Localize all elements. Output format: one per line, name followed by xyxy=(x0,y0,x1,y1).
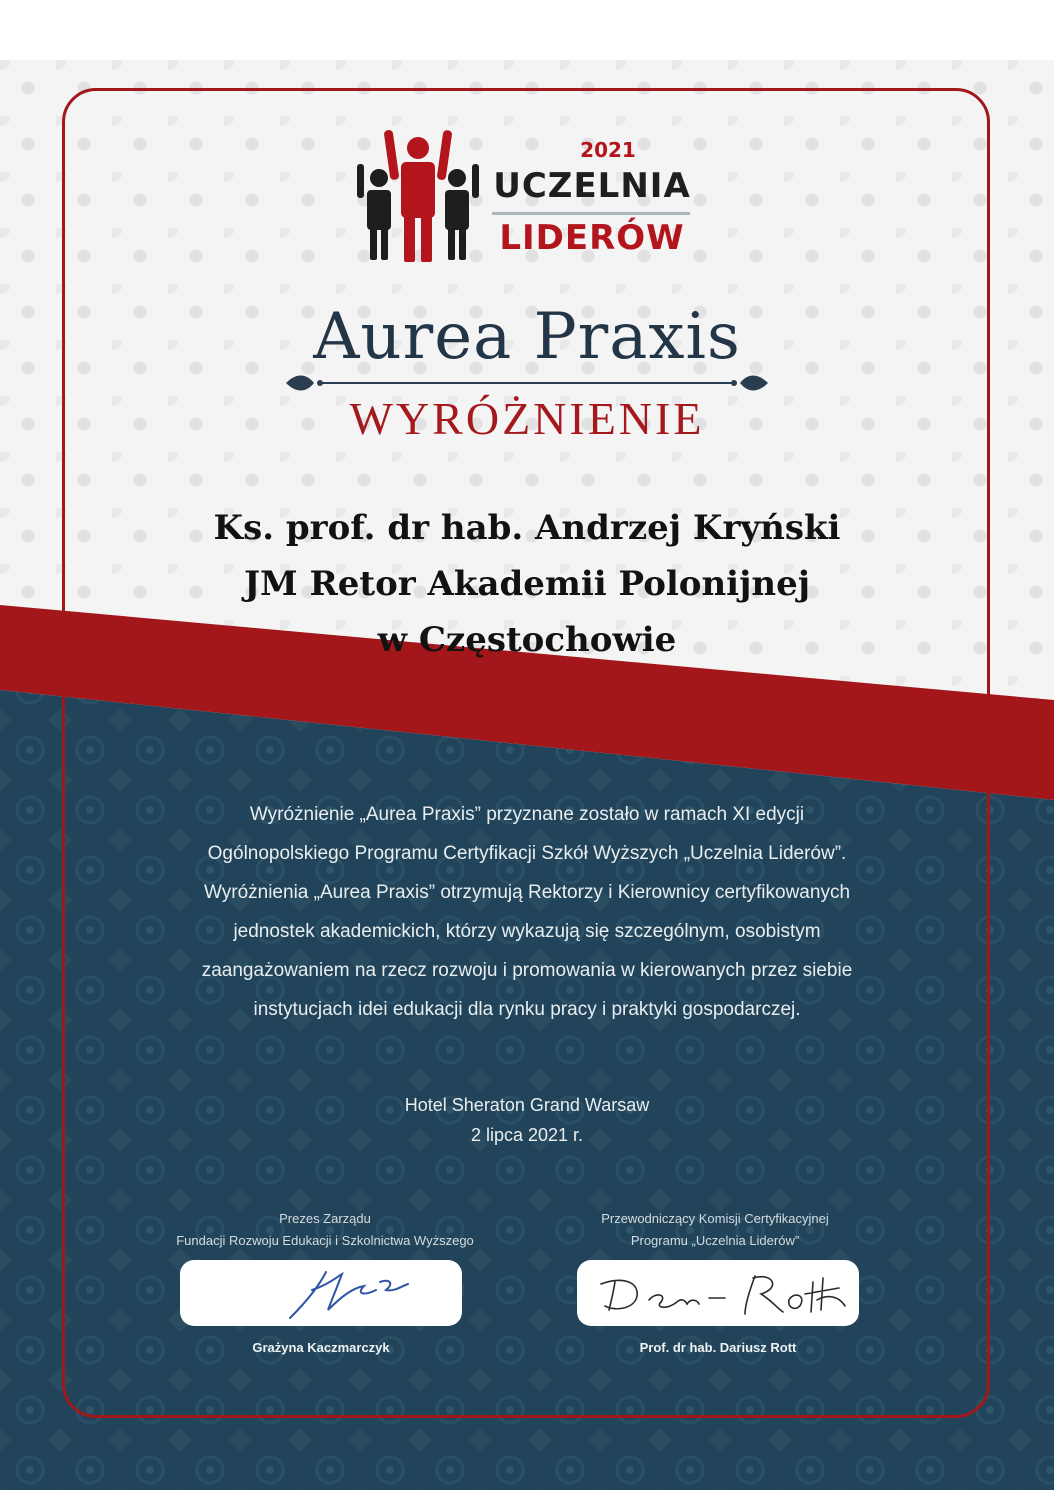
venue-block xyxy=(0,1090,1054,1150)
description-line: jednostek akademickich, którzy wykazują się szczególnym, osobistym xyxy=(233,921,821,942)
recipient-name: Ks. prof. dr hab. Andrzej Kryński xyxy=(213,508,841,548)
description-line: Wyróżnienie „Aurea Praxis” przyznane zostało w ramach XI edycji xyxy=(249,804,805,825)
award-subtitle: WYRÓŻNIENIE xyxy=(349,393,705,444)
left-role-line2: Fundacji Rozwoju Edukacji i Szkolnictwa Wyższego xyxy=(176,1233,474,1248)
right-handwritten-signature xyxy=(577,1260,859,1326)
people-raised-arms-icon xyxy=(357,128,487,268)
venue-place: Hotel Sheraton Grand Warsaw xyxy=(404,1095,650,1115)
uczelnia-liderow-logo xyxy=(357,128,697,268)
logo-word-uczelnia: UCZELNIA xyxy=(493,166,691,206)
description-line: instytucjach idei edukacji dla rynku pracy i praktyki gospodarczej. xyxy=(253,999,801,1020)
right-role-line1: Przewodniczący Komisji Certyfikacyjnej xyxy=(601,1211,829,1226)
description-line: Ogólnopolskiego Programu Certyfikacji Szkół Wyższych „Uczelnia Liderów”. xyxy=(207,843,847,864)
recipient-position: JM Retor Akademii Polonijnej xyxy=(243,564,811,604)
recipient-block xyxy=(0,500,1054,668)
left-handwritten-signature xyxy=(180,1260,462,1326)
award-title: Aurea Praxis xyxy=(313,300,741,374)
award-description xyxy=(130,795,924,1029)
left-signature-box xyxy=(180,1260,462,1326)
right-signatory-name: Prof. dr hab. Dariusz Rott xyxy=(639,1340,797,1355)
logo-year: 2021 xyxy=(580,138,636,162)
right-signatory-role xyxy=(560,1208,870,1252)
left-signatory-name: Grażyna Kaczmarczyk xyxy=(252,1340,390,1355)
recipient-city: w Częstochowie xyxy=(377,620,677,660)
description-line: zaangażowaniem na rzecz rozwoju i promowania w kierowanych przez siebie xyxy=(201,960,853,981)
left-role-line1: Prezes Zarządu xyxy=(279,1211,371,1226)
right-signature-box xyxy=(577,1260,859,1326)
right-role-line2: Programu „Uczelnia Liderów” xyxy=(630,1233,800,1248)
logo-divider xyxy=(492,212,690,215)
left-signatory-role xyxy=(150,1208,500,1252)
venue-date: 2 lipca 2021 r. xyxy=(470,1125,584,1145)
description-line: Wyróżnienia „Aurea Praxis” otrzymują Rektorzy i Kierownicy certyfikowanych xyxy=(203,882,851,903)
logo-word-liderow: LIDERÓW xyxy=(499,218,685,258)
